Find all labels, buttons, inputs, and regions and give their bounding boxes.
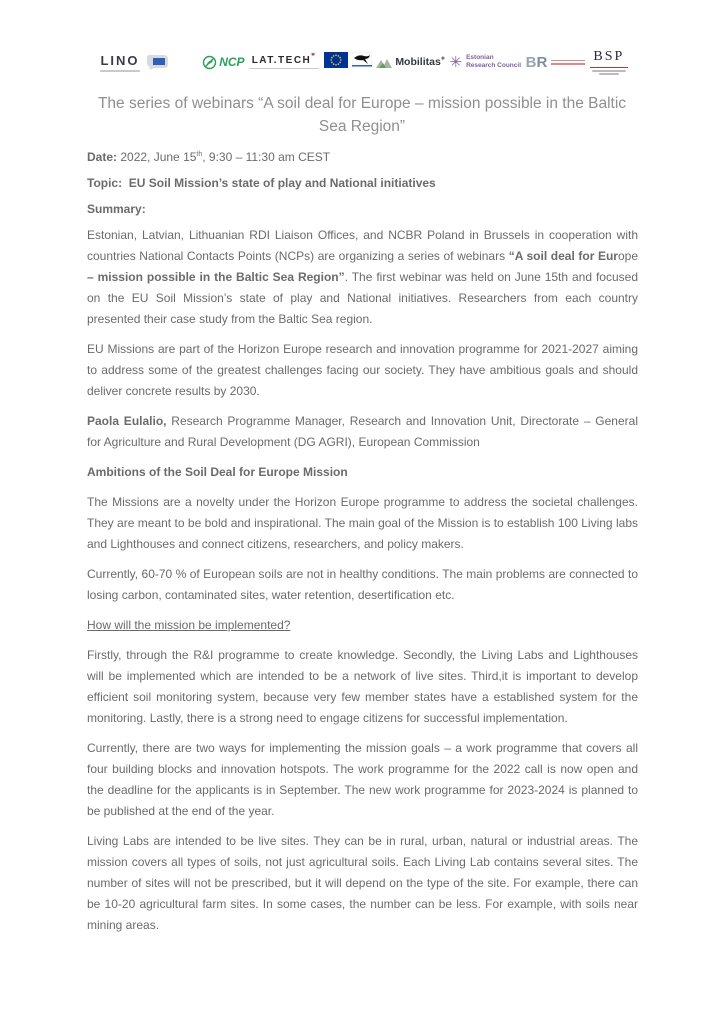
topic-line: Topic: EU Soil Mission’s state of play and National initiatives <box>87 176 436 190</box>
erc-logo-text: Estonian Research Council <box>466 54 522 69</box>
lino-logo <box>100 53 140 72</box>
lattech-logo <box>249 55 319 70</box>
bsp-logo-text: BSP <box>593 49 625 65</box>
leaf-circle-icon <box>202 55 217 70</box>
paragraph-two-ways: Currently, there are two ways for implementing the mission goals – a work programme that covers all four building blocks and innovation hotspots. The work programme for the 2022 call is now open and the deadline for the applicants is in September. The new work programme for 2023-2024 is planned to be published at the end of the year. <box>87 741 638 818</box>
ncp-logo <box>202 55 244 70</box>
paragraph-soil-health: Currently, 60-70 % of European soils are not in healthy conditions. The main problems are connected to losing carbon, contaminated sites, water retention, desertification etc. <box>87 567 638 602</box>
paragraph-novelty: The Missions are a novelty under the Horizon Europe programme to address the societal challenges. They are meant to be bold and inspirational. The main goal of the Mission is to establish 100 Living labs and Lighthouses and connect citizens, researchers, and policy makers. <box>87 495 638 551</box>
eu-estonia-flags-logo <box>324 52 372 72</box>
eu-flag-icon <box>324 52 348 68</box>
bsp-logo <box>590 49 628 75</box>
paragraph-organizers: Estonian, Latvian, Lithuanian RDI Liaison Offices, and NCBR Poland in Brussels in cooperation with countries National Contacts Points (NCPs) are organizing a series of webinars “A soil deal for Europe – mission possible in the Baltic Sea Region”. The first webinar was held on June 15th and focused on the EU Soil Mission’s state of play and National initiatives. Researchers from each country presented their case study from the Baltic Sea region. <box>87 228 638 326</box>
estonia-bird-flag <box>352 52 372 72</box>
estonian-research-council-logo <box>450 54 522 70</box>
eu-flag <box>324 52 348 72</box>
ncbr-logo-subtext <box>551 60 585 65</box>
page-title: The series of webinars “A soil deal for Europe – mission possible in the Baltic Sea Region” <box>97 95 627 135</box>
heading-implementation: How will the mission be implemented? <box>87 618 291 632</box>
ncbr-logo <box>526 54 586 71</box>
bsp-logo-rule <box>590 67 628 68</box>
lattech-red-mark: ❞ <box>311 53 317 61</box>
ncp-logo-text: NCP <box>219 55 245 69</box>
mountains-icon <box>376 56 392 69</box>
eu-flag-subtext <box>325 70 347 72</box>
lino-logo-subtext <box>100 70 140 72</box>
rdi-liaison-office-logo <box>145 54 198 70</box>
mobilitas-logo <box>376 56 445 69</box>
lattech-logo-subtext <box>249 68 319 70</box>
mobilitas-logo-text: Mobilitas+ <box>395 55 445 68</box>
estonia-flag-subtext <box>353 70 371 72</box>
flower-asterisk-icon: ✳ <box>449 53 463 71</box>
ncbr-logo-letters: BR <box>525 53 548 71</box>
date-line: Date: 2022, June 15th, 9:30 – 11:30 am CEST <box>87 150 331 164</box>
summary-label: Summary: <box>87 202 146 216</box>
document-body <box>87 147 638 945</box>
lattech-logo-text: LAT.TECH❞ <box>251 53 317 66</box>
lino-logo-text: LINO <box>100 52 140 68</box>
paragraph-living-labs: Living Labs are intended to be live sites. They can be in rural, urban, natural or industrial areas. The mission covers all types of soils, not just agricultural soils. Each Living Lab contains several sites. The number of sites will not be prescribed, but it will depend on the type of the site. For example, there can be 10-20 agricultural farm sites. In some cases, the number can be less. For example, with soils near mining areas. <box>87 834 638 932</box>
swallow-bird-icon <box>352 52 372 68</box>
paragraph-firstly: Firstly, through the R&I programme to create knowledge. Secondly, the Living Labs and Lighthouses will be implemented which are intended to be a network of live sites. Third,it is important to develop efficient soil monitoring system, because very few member states have a established system for the monitoring. Lastly, there is a strong need to engage citizens for successful implementation. <box>87 648 638 725</box>
paragraph-speaker: Paola Eulalio, Research Programme Manager, Research and Innovation Unit, Directorate – General for Agriculture and Rural Development (DG AGRI), European Commission <box>87 414 638 449</box>
rdi-logo-subtext <box>172 58 198 67</box>
bsp-logo-subtext <box>592 70 626 75</box>
speech-bubble-icon <box>145 54 169 70</box>
partner-logo-strip <box>100 44 628 80</box>
heading-ambitions: Ambitions of the Soil Deal for Europe Mission <box>87 465 348 479</box>
paragraph-eu-missions: EU Missions are part of the Horizon Europe research and innovation programme for 2021-2027 aiming to address some of the greatest challenges facing our society. They have ambitious goals and should deliver concrete results by 2030. <box>87 342 638 398</box>
